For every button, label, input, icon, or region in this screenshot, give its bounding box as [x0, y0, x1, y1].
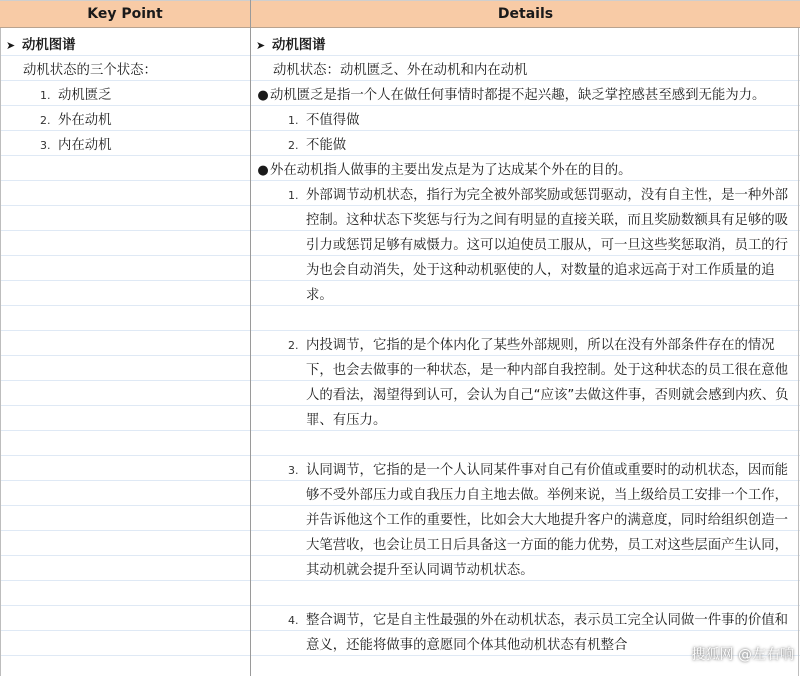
left-list — [40, 83, 244, 158]
key-point-column — [6, 33, 244, 158]
column-divider — [250, 0, 251, 676]
list-number: 2. — [288, 139, 299, 152]
list-number: 1. — [40, 89, 51, 102]
right-title: 动机图谱 — [272, 38, 326, 53]
arrow-bullet-icon: ➤ — [6, 39, 16, 52]
table-right-border — [798, 0, 799, 676]
bullet-text: 动机匮乏是指一个人在做任何事情时都提不起兴趣，缺乏掌控感甚至感到无能为力。 — [270, 88, 766, 103]
list-item — [40, 108, 244, 133]
table-left-border — [0, 0, 1, 676]
list-item — [288, 108, 796, 133]
list-item — [288, 333, 796, 433]
right-title-row — [256, 33, 796, 58]
list-number: 1. — [288, 189, 299, 202]
list-number: 3. — [288, 464, 299, 477]
bullet-dot-icon: ● — [257, 88, 269, 103]
list-item-text: 内在动机 — [58, 138, 112, 153]
left-title: 动机图谱 — [22, 38, 76, 53]
list-number: 4. — [288, 614, 299, 627]
list-item-text: 内投调节，它指的是个体内化了某些外部规则，所以在没有外部条件存在的情况下，也会去做事的一种状态，是一种内部自我控制。处于这种状态的员工很在意他人的看法，渴望得到认可，会认为自己“应该”去做这件事，否则就会感到内疚、负罪、有压力。 — [306, 338, 789, 428]
list-item-text: 外部调节动机状态，指行为完全被外部奖励或惩罚驱动，没有自主性，是一种外部控制。这种状态下奖惩与行为之间有明显的直接关联，而且奖励数额具有足够的吸引力或惩罚足够有威慑力。这可以迫使员工服从，可一旦这些奖惩取消，员工的行为也会自动消失，处于这种动机驱使的人，对数量的追求远高于对工作质量的追求。 — [306, 188, 789, 303]
bullet-external-motivation — [256, 158, 796, 183]
lack-reasons-list — [288, 108, 796, 158]
bullet-motivation-lack — [256, 83, 796, 108]
left-subtitle: 动机状态的三个状态： — [23, 63, 157, 78]
list-item — [288, 133, 796, 158]
list-item-text: 不能做 — [306, 138, 347, 153]
header-details: Details — [497, 6, 554, 22]
details-column — [256, 33, 796, 658]
arrow-bullet-icon: ➤ — [256, 39, 266, 52]
left-title-row — [6, 33, 244, 58]
list-item-text: 不值得做 — [306, 113, 360, 128]
header-key-point: Key Point — [87, 6, 163, 22]
list-number: 2. — [288, 339, 299, 352]
right-intro: 动机状态：动机匮乏、外在动机和内在动机 — [273, 63, 528, 78]
list-number: 2. — [40, 114, 51, 127]
list-item — [288, 458, 796, 583]
list-number: 3. — [40, 139, 51, 152]
bullet-text: 外在动机指人做事的主要出发点是为了达成某个外在的目的。 — [270, 163, 632, 178]
watermark: 搜狐网 @左右响 — [691, 647, 794, 663]
list-item-text: 动机匮乏 — [58, 88, 112, 103]
bullet-dot-icon: ● — [257, 163, 269, 178]
list-item — [288, 183, 796, 308]
list-number: 1. — [288, 114, 299, 127]
list-item — [40, 133, 244, 158]
list-item-text: 整合调节，它是自主性最强的外在动机状态，表示员工完全认同做一件事的价值和意义，还能将做事的意愿同个体其他动机状态有机整合 — [306, 613, 789, 653]
list-item-text: 外在动机 — [58, 113, 112, 128]
list-item-text: 认同调节，它指的是一个人认同某件事对自己有价值或重要时的动机状态，因而能够不受外部压力或自我压力自主地去做。举例来说，当上级给员工安排一个工作，并告诉他这个工作的重要性，比如会大大地提升客户的满意度，同时给组织创造一大笔营收，也会让员工日后具备这一方面的能力优势，员工对这些层面产生认同，其动机就会提升至认同调节动机状态。 — [306, 463, 789, 578]
table-header — [0, 0, 800, 28]
list-item — [40, 83, 244, 108]
external-types-list — [288, 183, 796, 658]
